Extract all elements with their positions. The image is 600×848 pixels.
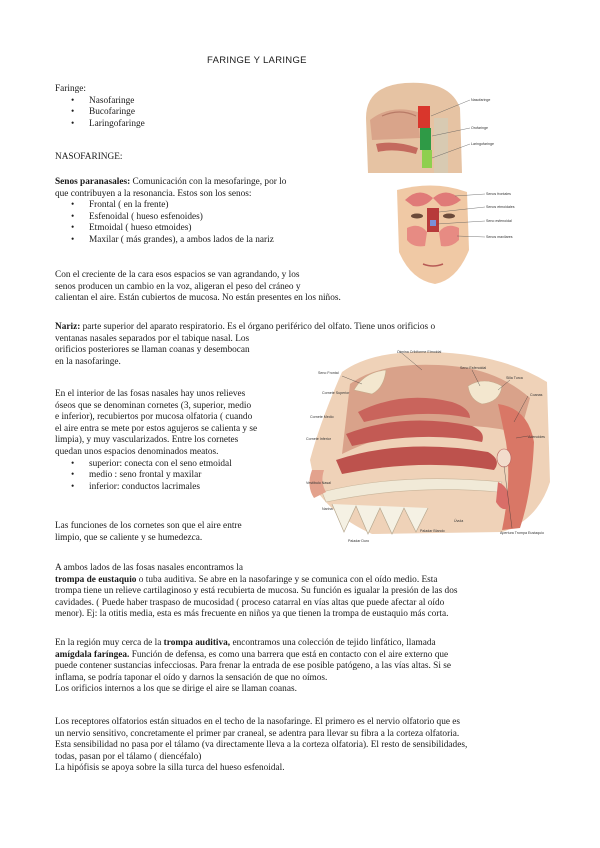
text-line: todas, pasan por el tálamo ( diencéfalo): [55, 751, 202, 762]
list-item: • Etmoidal ( hueso etmoides): [55, 223, 286, 235]
label-narina: Narina: [322, 507, 333, 511]
text-line: en la nasofaringe.: [55, 356, 121, 367]
label-seno-esfenoidal: Seno esfenoidal: [486, 219, 512, 223]
label-silla-turca: Silla Turca: [506, 376, 523, 380]
sinuses-diagram: [385, 180, 545, 288]
cornetes-block: [55, 389, 257, 493]
senos-text: Comunicación con la mesofaringe, por lo: [130, 177, 287, 187]
label-apertura-trompa: Apertura Trompa Eustaquio: [500, 531, 544, 535]
trompa-auditiva-bold: trompa auditiva,: [163, 638, 231, 648]
text-line: limpia), y muy vascularizados. Entre los cornetes: [55, 435, 239, 446]
text-line: Los orificios internos a los que se dirige el aire se llaman coanas.: [55, 684, 297, 695]
list-item: • inferior: conductos lacrimales: [55, 482, 257, 494]
text-line: La hipófisis se apoya sobre la silla turca del hueso esfenoidal.: [55, 763, 285, 774]
nasopharynx-region: [418, 106, 430, 128]
text-line: cavidades. ( Puede haber traspaso de mucosidad ( proceso catarral en vías altas que puede afectar al oído: [55, 597, 445, 608]
cornetes-funciones: [55, 521, 242, 544]
faringe-intro: [55, 84, 145, 130]
text-line: trompa tiene un relieve cartilaginoso y está recubierta de mucosa. Su función es igualar la presión de las dos: [55, 586, 458, 597]
label-coanas: Coanas: [530, 393, 543, 397]
faringe-list: [55, 96, 145, 131]
text-line: puede contener sustancias infecciosas. Para frenar la entrada de ese posible patógeno, a las vías altas. Si se: [55, 661, 451, 672]
label-adenoides: Adenoides: [528, 435, 545, 439]
amigdala-block: [55, 638, 451, 696]
text-line: senos producen un cambio en la voz, aligeran el peso del cráneo y: [55, 281, 301, 292]
senos-text: que contribuyen a la resonancia. Estos son los senos:: [55, 188, 252, 199]
list-item: • Laringofaringe: [55, 119, 145, 131]
text-line: Con el creciente de la cara esos espacios se van agrandando, y los: [55, 270, 300, 280]
text-line: En el interior de las fosas nasales hay unos relieves: [55, 389, 246, 399]
senos-list: [55, 200, 286, 246]
label-cornete-medio: Cornete Medio: [310, 415, 334, 419]
senos-block: [55, 177, 286, 247]
trompa-heading: trompa de eustaquio: [55, 574, 137, 585]
text-line: A ambos lados de las fosas nasales encontramos la: [55, 563, 243, 573]
label-seno-esfenoidal: Seno Esfenoidal: [460, 366, 487, 370]
label-senos-etmoidales: Senos etmoidales: [486, 205, 515, 209]
text-line: menor). Ej: la otitis media, esta es más frecuente en niños ya que tienen la trompa de eustaquio más corta.: [55, 609, 449, 620]
text-span: encontramos una colección de tejido linfático, llamada: [230, 638, 436, 648]
vertebrae: [434, 118, 448, 173]
laryngopharynx-region: [422, 150, 432, 168]
list-item: • Frontal ( en la frente): [55, 200, 286, 212]
label-laringofaringe: Laringofaringe: [471, 142, 494, 146]
text-span: Función de defensa, es como una barrera que está en contacto con el aire externo que: [129, 649, 449, 660]
text-line: quedan unos espacios denominados meatos.: [55, 446, 219, 457]
label-cornete-inferior: Cornete Inferior: [306, 437, 331, 441]
text-line: e inferior), recubiertos por mucosa olfatoria ( cuando: [55, 412, 253, 423]
label-paladar-blando: Paladar Blando: [420, 529, 445, 533]
eye-left: [411, 214, 423, 219]
list-item: • medio : seno frontal y maxilar: [55, 470, 257, 482]
text-line: calientan el aire. Están cubiertos de mucosa. No están presentes en los niños.: [55, 293, 341, 304]
text-line: un nervio sensitivo, concretamente el primer par craneal, se adentra para llevar su fibra a la corteza olfatoria.: [55, 728, 460, 739]
list-item: • Nasofaringe: [55, 96, 145, 108]
nariz-text: parte superior del aparato respiratorio. Es el órgano periférico del olfato. Tiene unos orificios o: [80, 322, 436, 332]
eye-right: [443, 214, 455, 219]
senos-heading: Senos paranasales:: [55, 177, 131, 187]
sphenoid-sinus: [430, 220, 436, 226]
label-lamina-cribiforme: Lámina Cribiforme Etmoidal: [397, 350, 442, 354]
text-line: ventanas nasales separados por el tabique nasal. Los: [55, 333, 250, 344]
senos-paragraph: [55, 270, 341, 305]
faringe-label: Faringe:: [55, 84, 86, 94]
list-item: • Maxilar ( más grandes), a ambos lados de la nariz: [55, 235, 286, 247]
label-senos-frontales: Senos frontales: [486, 192, 511, 196]
nasal-cavity-diagram: [302, 342, 560, 547]
label-vestibulo-nasal: Vestíbulo Nasal: [306, 481, 331, 485]
amigdala-heading: amígdala faríngea.: [55, 649, 130, 660]
list-item: • Esfenoidal ( hueso esfenoides): [55, 212, 286, 224]
text-line: Las funciones de los cornetes son que el aire entre: [55, 521, 242, 531]
label-senos-maxilares: Senos maxilares: [486, 235, 513, 239]
section-heading: NASOFARINGE:: [55, 152, 123, 162]
text-line: el aire entra se mete por estos agujeros se calienta y se: [55, 423, 258, 434]
label-uvula: Úvula: [454, 519, 464, 523]
pharynx-diagram: [360, 78, 535, 178]
meatos-list: [55, 459, 257, 494]
text-line: inflama, se podría taponar el oído y darnos la sensación de que no oímos.: [55, 672, 328, 683]
label-nasofaringe: Nasofaringe: [471, 98, 491, 102]
text-line: óseos que se denominan cornetes (3, superior, medio: [55, 400, 252, 411]
text-line: limpio, que se caliente y se humedezca.: [55, 532, 203, 543]
list-item: • superior: conecta con el seno etmoidal: [55, 459, 257, 471]
label-seno-frontal: Seno Frontal: [318, 371, 339, 375]
oropharynx-region: [420, 128, 431, 150]
text-line: Los receptores olfatorios están situados en el techo de la nasofaringe. El primero es el nervio olfatorio que es: [55, 717, 461, 727]
trompa-text: o tuba auditiva. Se abre en la nasofaringe y se comunica con el oído medio. Esta: [136, 574, 438, 585]
receptores-block: [55, 717, 467, 775]
label-cornete-superior: Cornete Superior: [322, 391, 350, 395]
label-paladar-duro: Paladar Duro: [348, 539, 370, 543]
text-span: En la región muy cerca de la: [55, 638, 164, 648]
text-line: orificios posteriores se llaman coanas y desembocan: [55, 345, 250, 356]
trompa-block: [55, 563, 457, 621]
eustachian-opening: [497, 449, 511, 467]
page-title: FARINGE Y LARINGE: [207, 55, 307, 66]
text-line: Esta sensibilidad no pasa por el tálamo (va directamente lleva a la corteza olfatoria). El resto de sensibilidades,: [55, 740, 468, 751]
label-orofaringe: Orofaringe: [471, 126, 488, 130]
nariz-heading: Nariz:: [55, 322, 81, 332]
list-item: • Bucofaringe: [55, 107, 145, 119]
